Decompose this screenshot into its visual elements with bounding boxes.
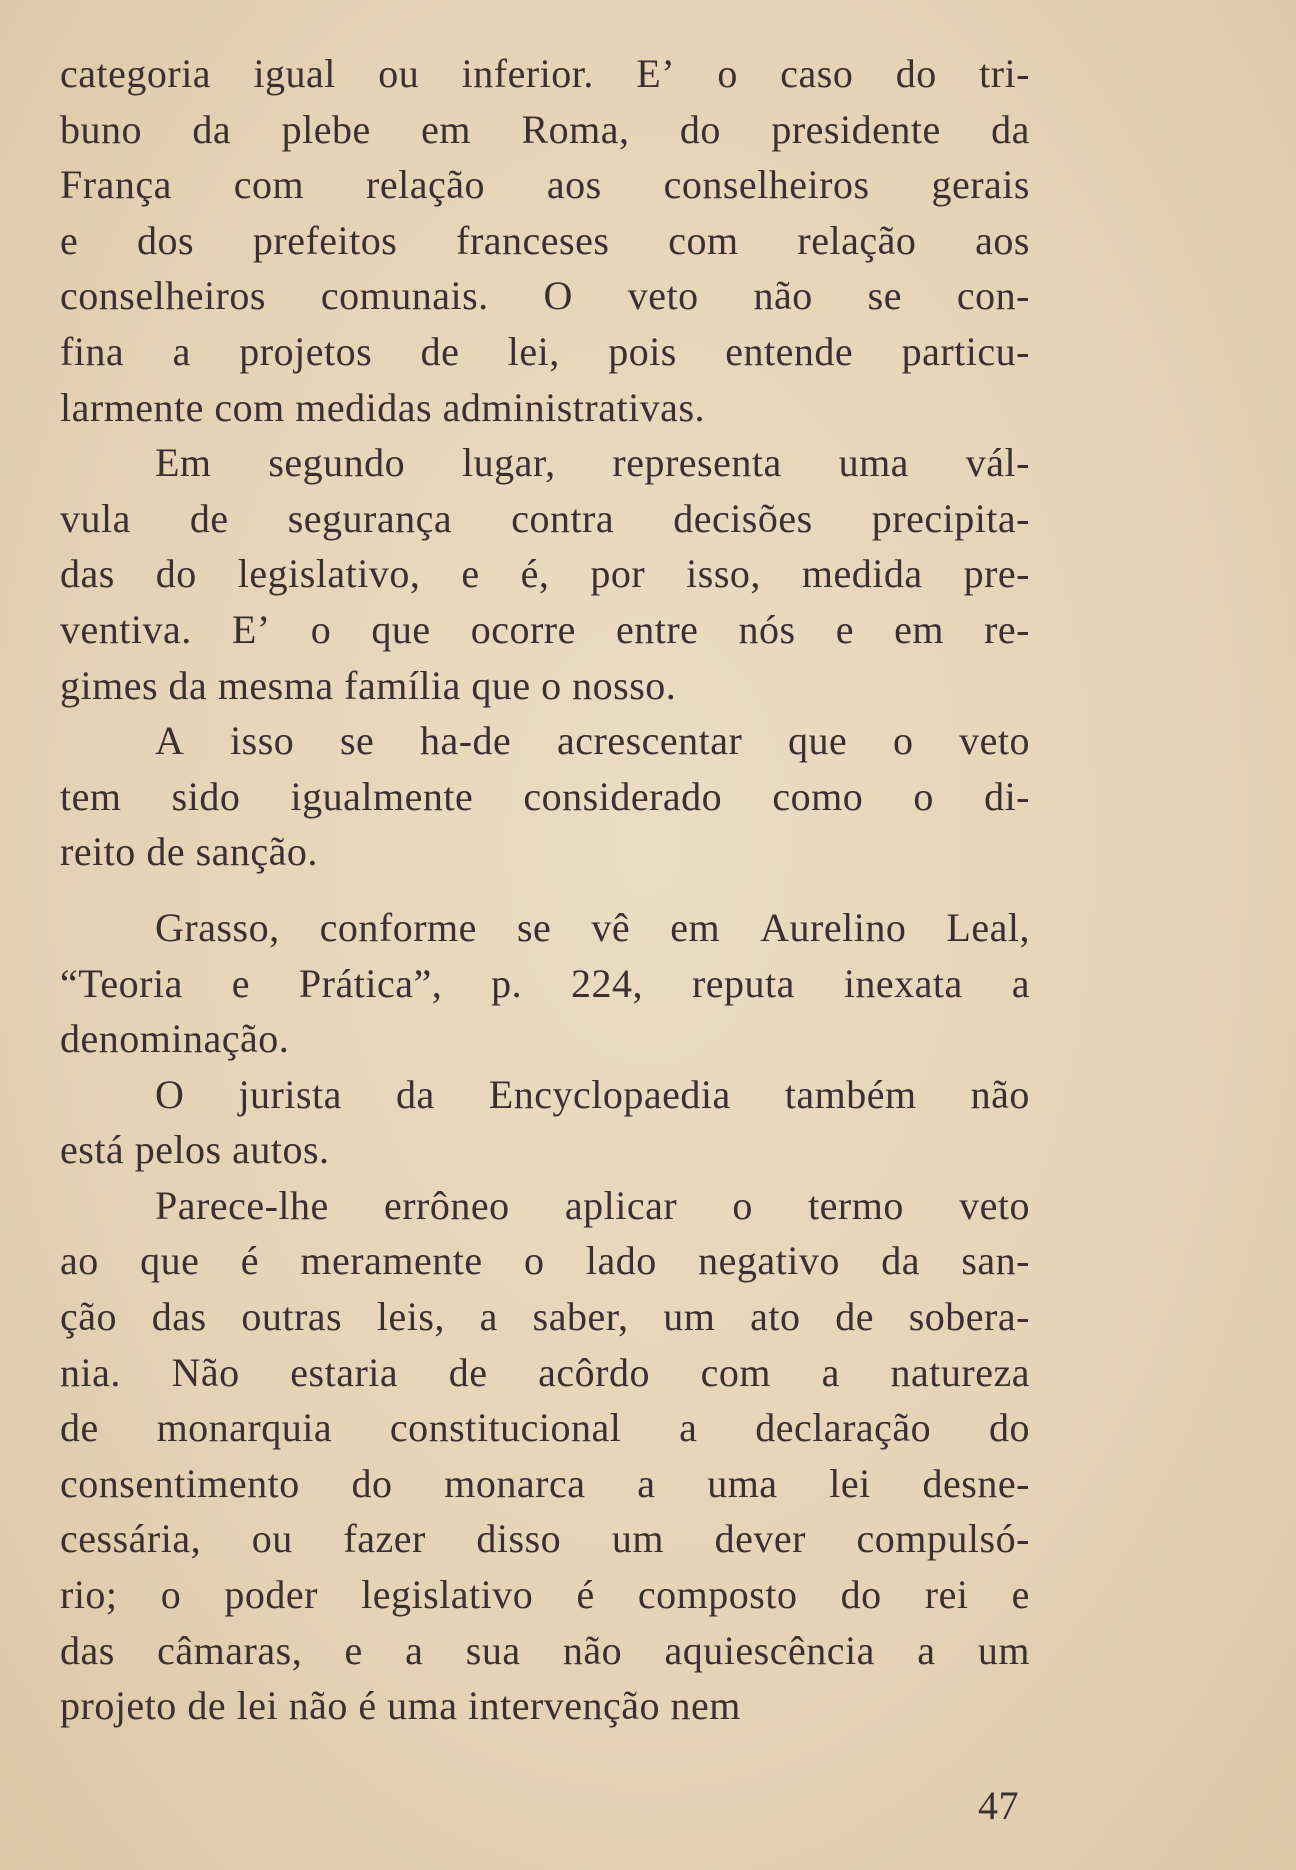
text-line: Parece-lhe errôneo aplicar o termo veto [155,1182,1030,1228]
text-line: está pelos autos. [60,1127,330,1173]
text-line: vula de segurança contra decisões precipita- [60,495,1030,541]
text-line: categoria igual ou inferior. E’ o caso do tri- [60,51,1030,96]
text-line: ção das outras leis, a saber, um ato de sobera- [60,1294,1030,1340]
text-line: buno da plebe em Roma, do presidente da [60,106,1030,152]
paragraph [60,1178,1030,1734]
text-line: nia. Não estaria de acôrdo com a natureza [60,1349,1030,1395]
text-line: larmente com medidas administrativas. [60,384,706,430]
paragraph-gap [60,880,1030,900]
paragraph [60,900,1030,1067]
text-line: gimes da mesma família que o nosso. [60,662,677,708]
page-number: 47 [978,1783,1019,1828]
text-line: Grasso, conforme se vê em Aurelino Leal, [155,904,1030,950]
paragraph [60,435,1030,713]
text-line: tem sido igualmente considerado como o di- [60,773,1030,819]
text-line: A isso se ha-de acrescentar que o veto [155,718,1030,764]
paragraph [60,1067,1030,1178]
text-line: cessária, ou fazer disso um dever compulsó- [60,1516,1030,1562]
text-line: Em segundo lugar, representa uma vál- [155,440,1030,486]
text-line: França com relação aos conselheiros gerais [60,162,1030,208]
text-line: fina a projetos de lei, pois entende particu- [60,328,1030,374]
text-line: consentimento do monarca a uma lei desne- [60,1460,1030,1506]
text-line: das do legislativo, e é, por isso, medida pre- [60,551,1030,597]
text-line: O jurista da Encyclopaedia também não [155,1071,1030,1117]
text-line: das câmaras, e a sua não aquiescência a um [60,1627,1030,1673]
text-line: projeto de lei não é uma intervenção nem [60,1683,741,1729]
paragraph [60,713,1030,880]
text-line: conselheiros comunais. O veto não se con- [60,273,1030,319]
text-line: de monarquia constitucional a declaração do [60,1405,1030,1451]
paragraph [60,46,1030,435]
body-text [60,46,1030,1734]
text-line: ao que é meramente o lado negativo da san- [60,1238,1030,1284]
text-line: “Teoria e Prática”, p. 224, reputa inexata a [60,960,1030,1006]
text-line: reito de sanção. [60,829,318,875]
text-line: denominação. [60,1016,290,1062]
text-line: ventiva. E’ o que ocorre entre nós e em re- [60,606,1030,652]
text-line: e dos prefeitos franceses com relação aos [60,217,1030,263]
text-line: rio; o poder legislativo é composto do rei e [60,1572,1030,1618]
